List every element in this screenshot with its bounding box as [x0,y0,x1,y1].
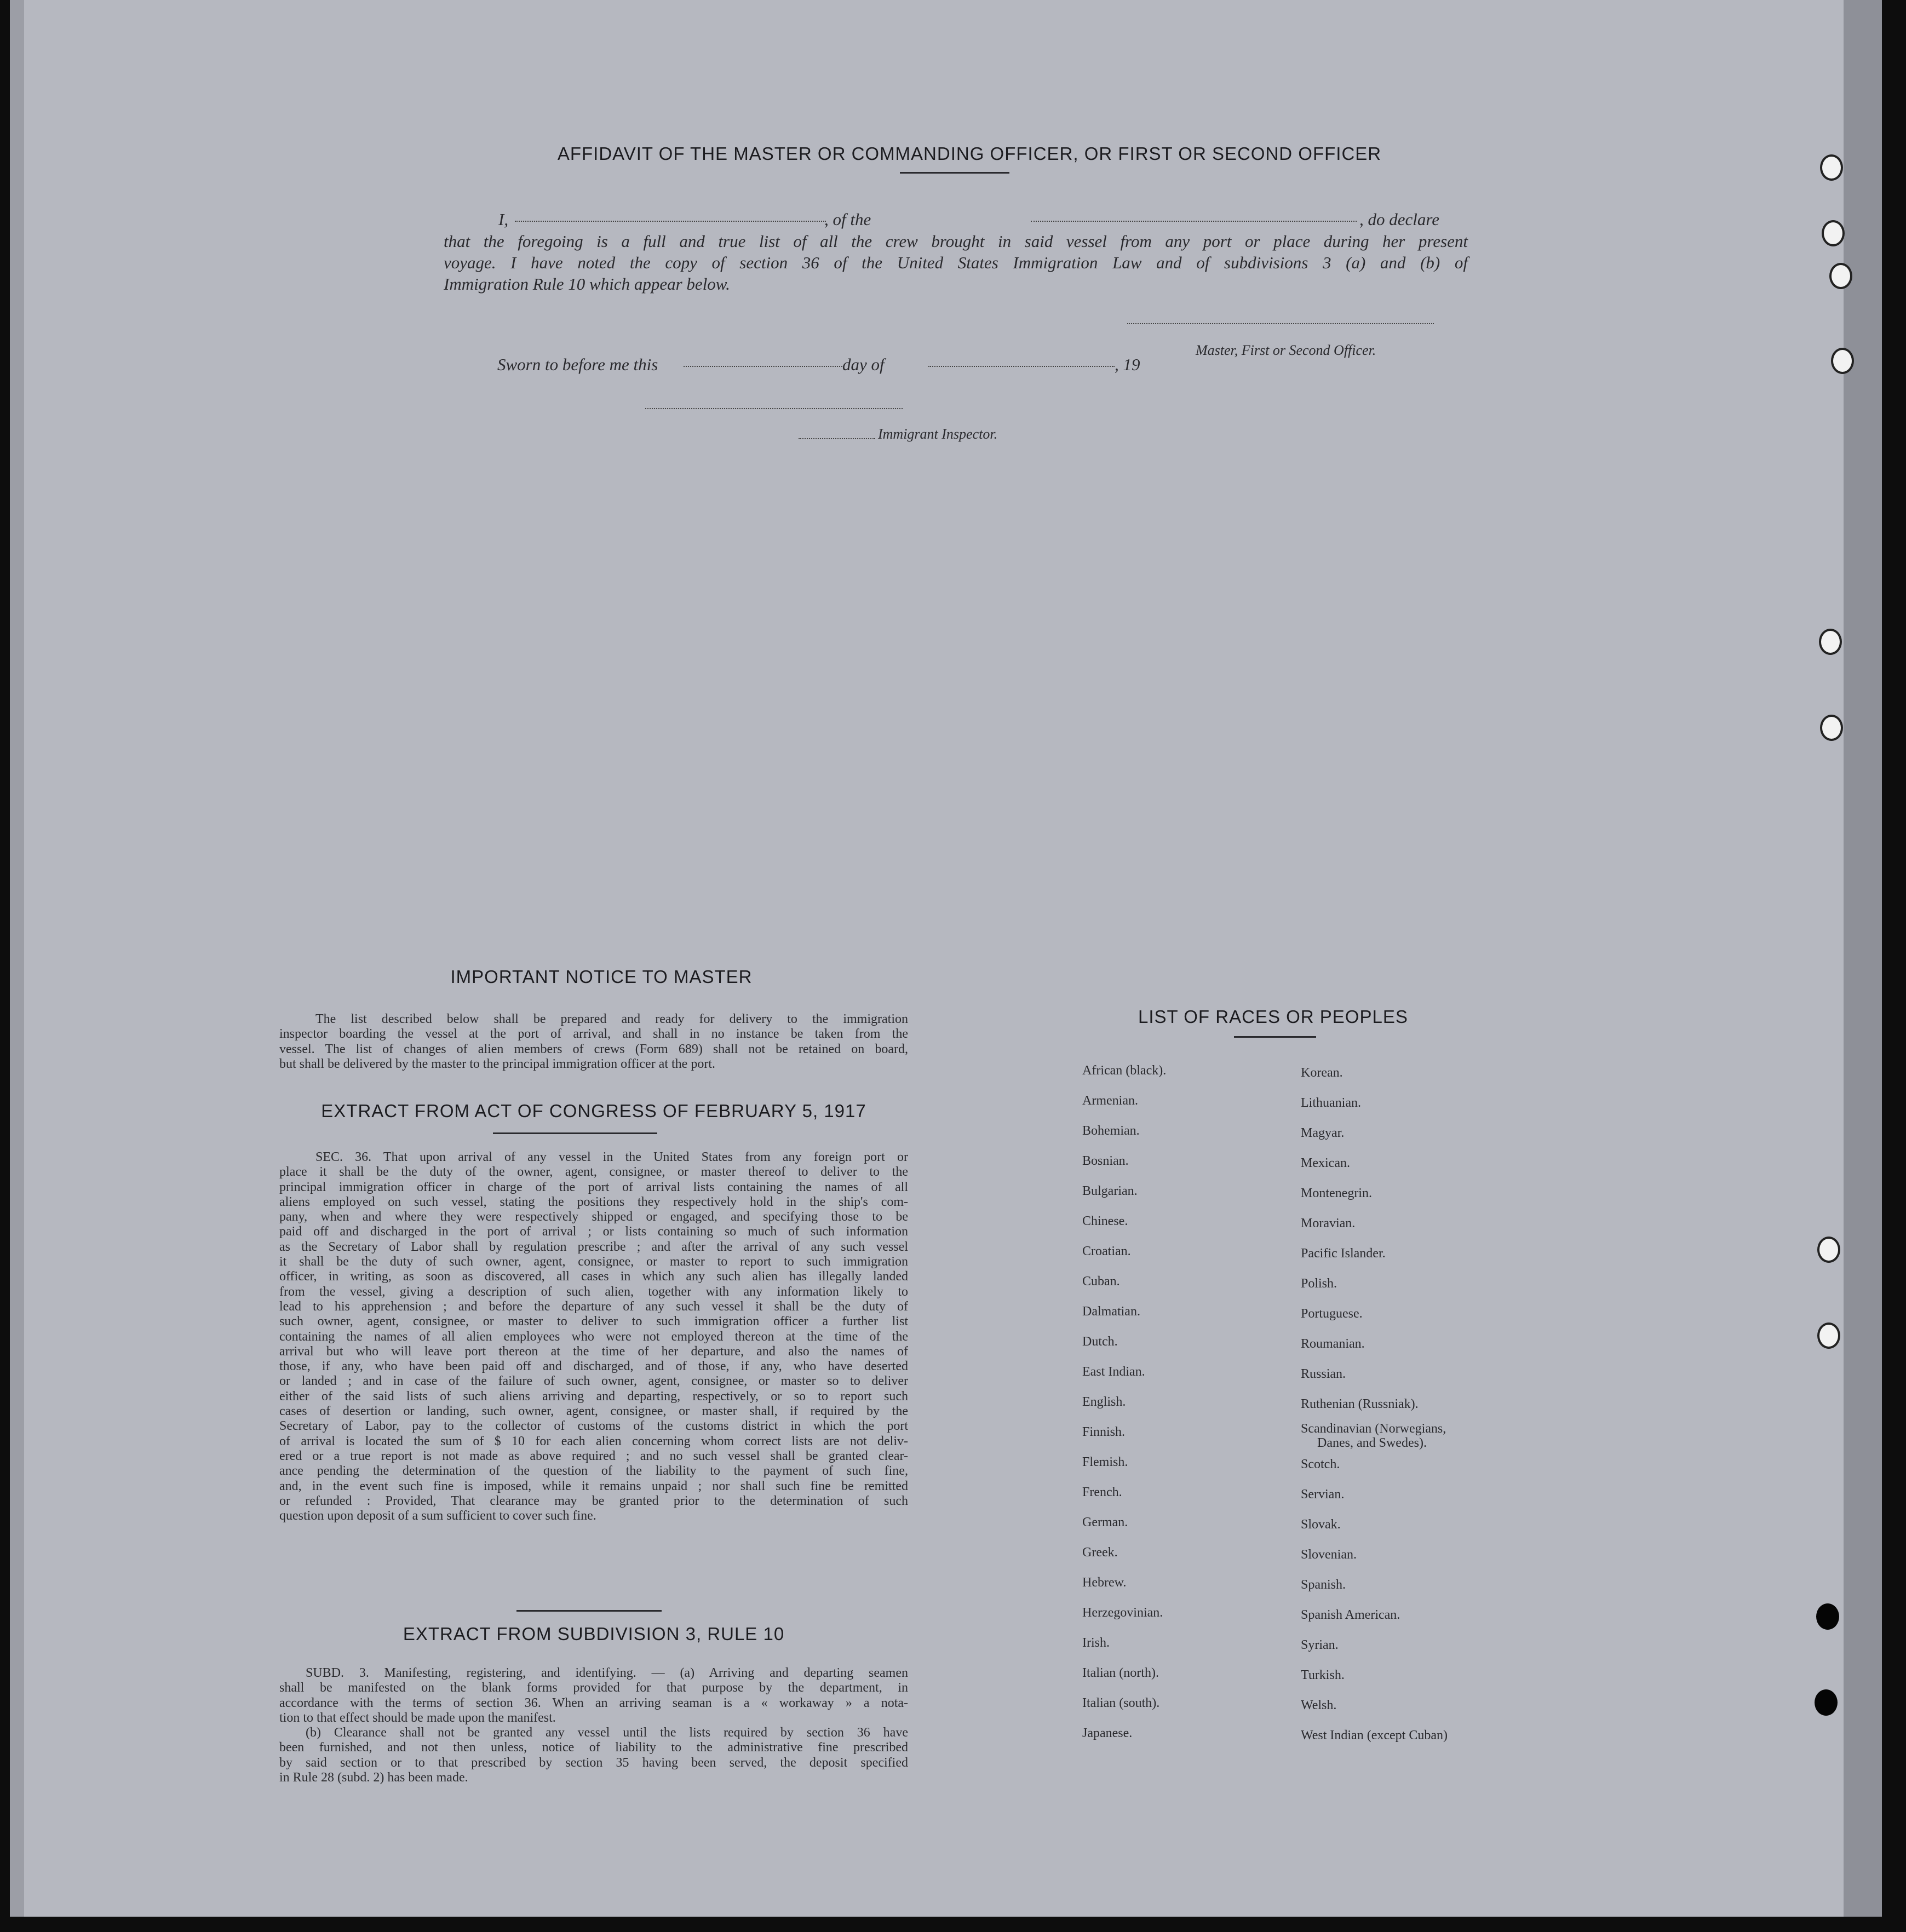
notice-title: IMPORTANT NOTICE TO MASTER [450,967,753,987]
race-item: Flemish. [1082,1455,1128,1469]
race-item: West Indian (except Cuban) [1301,1728,1448,1743]
rule-line: (b) Clearance shall not be granted any vessel until the lists required by section 36 have [306,1726,908,1740]
race-item: Turkish. [1301,1668,1345,1682]
binder-hole-icon [1816,1603,1839,1630]
act-line: ance pending the determination of the question of the liability to the payment of such fine, [279,1464,908,1479]
race-item: Hebrew. [1082,1576,1127,1590]
act-line: it shall be the duty of such owner, agent, consignee, or master to report to such immigration [279,1255,908,1269]
race-item: Montenegrin. [1301,1186,1372,1200]
rule-line: tion to that effect should be made upon the manifest. [279,1710,556,1725]
race-item: Armenian. [1082,1094,1138,1108]
affidavit-line: voyage. I have noted the copy of section 36 of the United States Immigration Law and of subdivisions 3 (a) and (b) of [444,253,1468,272]
race-item: Servian. [1301,1487,1345,1502]
declare-of-the: , of the [824,210,871,229]
rule-line: accordance with the terms of section 36. When an arriving seaman is a « workaway » a nota- [279,1695,908,1710]
page-right-edge [1844,0,1882,1917]
extract-act-title: EXTRACT FROM ACT OF CONGRESS OF FEBRUARY 5, 1917 [321,1101,866,1121]
act-line: or refunded : Provided, That clearance may be granted prior to the determination of such [279,1493,908,1508]
inspector-label: Immigrant Inspector. [878,426,998,442]
act-line: officer, in writing, as soon as discovered, all cases in which any such alien has illegally landed [279,1269,908,1284]
binder-hole-icon [1817,1237,1840,1263]
master-name-field[interactable] [515,205,826,226]
declare-i: I, [498,210,509,229]
act-line: SEC. 36. That upon arrival of any vessel in the United States from any foreign port or [315,1150,908,1164]
race-item: Bosnian. [1082,1154,1129,1168]
act-line: from the vessel, giving a description of such alien, together with any information likely to [279,1284,908,1299]
binder-hole-icon [1819,629,1842,655]
act-line: or landed ; and in case of the failure of such owner, agent, consignee, or master so to deliver [279,1374,908,1389]
race-item: East Indian. [1082,1365,1145,1379]
notice-line: vessel. The list of changes of alien members of crews (Form 689) shall not be retained on board, [279,1042,908,1056]
race-item: Danes, and Swedes). [1317,1436,1427,1450]
race-item: Dalmatian. [1082,1304,1140,1319]
title-underline [900,172,1009,174]
vessel-name-field[interactable] [1031,205,1357,226]
race-item: Japanese. [1082,1726,1133,1740]
race-item: Spanish American. [1301,1608,1400,1622]
race-item: Moravian. [1301,1216,1356,1231]
act-line: such owner, agent, consignee, or master to deliver to such immigration officer a further list [279,1314,908,1329]
page-left-edge [10,0,24,1917]
extract-rule-title: EXTRACT FROM SUBDIVISION 3, RULE 10 [403,1624,785,1644]
declare-do-declare: , do declare [1359,210,1440,229]
race-item: Spanish. [1301,1578,1346,1592]
form-page [10,0,1882,1917]
race-item: Roumanian. [1301,1337,1365,1351]
race-item: Portuguese. [1301,1307,1363,1321]
binder-hole-icon [1820,154,1843,181]
race-item: Polish. [1301,1277,1337,1291]
sworn-before: Sworn to before me this [497,355,658,374]
master-signature-field[interactable] [1127,323,1434,324]
binder-hole-icon [1822,220,1845,246]
race-item: Dutch. [1082,1335,1118,1349]
race-item: Syrian. [1301,1638,1339,1652]
binder-hole-icon [1831,348,1854,374]
affidavit-last-line: Immigration Rule 10 which appear below. [444,274,730,294]
race-item: African (black). [1082,1063,1167,1078]
act-line: Secretary of Labor, pay to the collector of customs of the customs district in which the port [279,1419,908,1434]
section-divider [516,1610,662,1612]
notice-last-line: but shall be delivered by the master to the principal immigration officer at the port. [279,1056,715,1071]
binder-hole-icon [1815,1689,1838,1716]
race-item: English. [1082,1395,1126,1409]
inspector-signature-field-short[interactable] [799,438,875,439]
inspector-signature-field[interactable] [645,408,903,409]
act-line: containing the names of all alien employees who were not employed thereon at the time of the [279,1329,908,1344]
act-line: principal immigration officer in charge of the port of arrival lists containing the names of all [279,1180,908,1194]
binder-hole-icon [1820,715,1843,741]
day-of: day of [842,355,885,374]
rule-line: been furnished, and not then unless, notice of liability to the administrative fine prescribed [279,1740,908,1755]
races-title: LIST OF RACES OR PEOPLES [1138,1007,1408,1027]
sworn-day-field[interactable] [684,350,842,371]
race-item: Korean. [1301,1066,1343,1080]
sworn-month-field[interactable] [928,350,1115,371]
race-item: Greek. [1082,1545,1118,1560]
declaration-line [433,210,1469,232]
race-item: Chinese. [1082,1214,1128,1228]
title-underline [1234,1036,1316,1038]
rule-last-line: in Rule 28 (subd. 2) has been made. [279,1770,468,1785]
act-line: of arrival is located the sum of $ 10 for each alien concerning whom correct lists are not deliv- [279,1434,908,1448]
notice-line: The list described below shall be prepared and ready for delivery to the immigration [315,1012,908,1026]
act-line: as the Secretary of Labor shall by regulation prescribe ; and after the arrival of any such vessel [279,1239,908,1254]
act-last-line: question upon deposit of a sum sufficient to cover such fine. [279,1509,596,1523]
act-line: either of the said lists of such aliens arriving and departing, respectively, or so to report such [279,1389,908,1404]
race-item: Ruthenian (Russniak). [1301,1397,1419,1411]
master-signature-label: Master, First or Second Officer. [1196,342,1376,358]
title-underline [493,1132,657,1134]
act-line: place it shall be the duty of the owner, agent, consignee, or master thereof to deliver to the [279,1165,908,1180]
race-item: Bulgarian. [1082,1184,1138,1198]
act-line: cases of desertion or landing, such owner, agent, consignee, or master shall, if required by the [279,1404,908,1419]
rule-line: SUBD. 3. Manifesting, registering, and identifying. — (a) Arriving and departing seamen [306,1666,908,1680]
act-line: pany, when and where they were respectively shipped or engaged, and specifying those to be [279,1210,908,1224]
act-line: lead to his apprehension ; and before the departure of any such vessel it shall be the duty of [279,1299,908,1314]
race-item: Finnish. [1082,1425,1126,1439]
binder-hole-icon [1817,1323,1840,1349]
extract-act-body [279,1150,908,1523]
extract-rule-body [279,1666,908,1785]
act-line: aliens employed on such vessel, stating the positions they respectively hold in the ship's com- [279,1194,908,1209]
race-item: Pacific Islander. [1301,1246,1386,1261]
race-item: Irish. [1082,1636,1110,1650]
race-item: Bohemian. [1082,1124,1140,1138]
race-item: Croatian. [1082,1244,1131,1258]
binder-hole-icon [1829,263,1852,289]
race-item: Italian (south). [1082,1696,1160,1710]
act-line: those, if any, who have been paid off and discharged, and of those, if any, who have deserted [279,1359,908,1374]
race-item: Italian (north). [1082,1666,1159,1680]
race-item: Magyar. [1301,1126,1345,1140]
race-item: Cuban. [1082,1274,1120,1289]
race-item: Slovak. [1301,1517,1341,1532]
act-line: and, in the event such fine is imposed, while it remains unpaid ; nor shall such fine be remitted [279,1479,908,1493]
notice-body [279,1012,908,1072]
affidavit-title: AFFIDAVIT OF THE MASTER OR COMMANDING OFFICER, OR FIRST OR SECOND OFFICER [557,143,1382,164]
act-line: arrival but who will leave port thereon at the time of her departure, and also the names of [279,1344,908,1359]
race-item: Russian. [1301,1367,1346,1381]
act-line: ered or a true report is not made as above required ; and no such vessel shall be granted clear- [279,1448,908,1463]
affidavit-line: that the foregoing is a full and true list of all the crew brought in said vessel from any port or place during her present [444,232,1468,251]
race-item: Lithuanian. [1301,1096,1361,1110]
race-item: Welsh. [1301,1698,1337,1712]
race-item: Herzegovinian. [1082,1606,1163,1620]
race-item: Mexican. [1301,1156,1350,1170]
rule-line: by said section or to that prescribed by section 35 having been served, the deposit specified [279,1755,908,1770]
race-item: Scotch. [1301,1457,1340,1471]
race-item: French. [1082,1485,1122,1499]
notice-line: inspector boarding the vessel at the port of arrival, and shall in no instance be taken from the [279,1027,908,1042]
race-item: Slovenian. [1301,1548,1357,1562]
rule-line: shall be manifested on the blank forms provided for that purpose by the department, in [279,1681,908,1695]
year-prefix: , 19 [1115,355,1140,374]
sworn-line [487,355,1167,377]
act-line: paid off and discharged in the port of arrival ; or lists containing so much of such information [279,1224,908,1239]
race-item: Scandinavian (Norwegians, [1301,1422,1446,1436]
race-item: German. [1082,1515,1128,1530]
